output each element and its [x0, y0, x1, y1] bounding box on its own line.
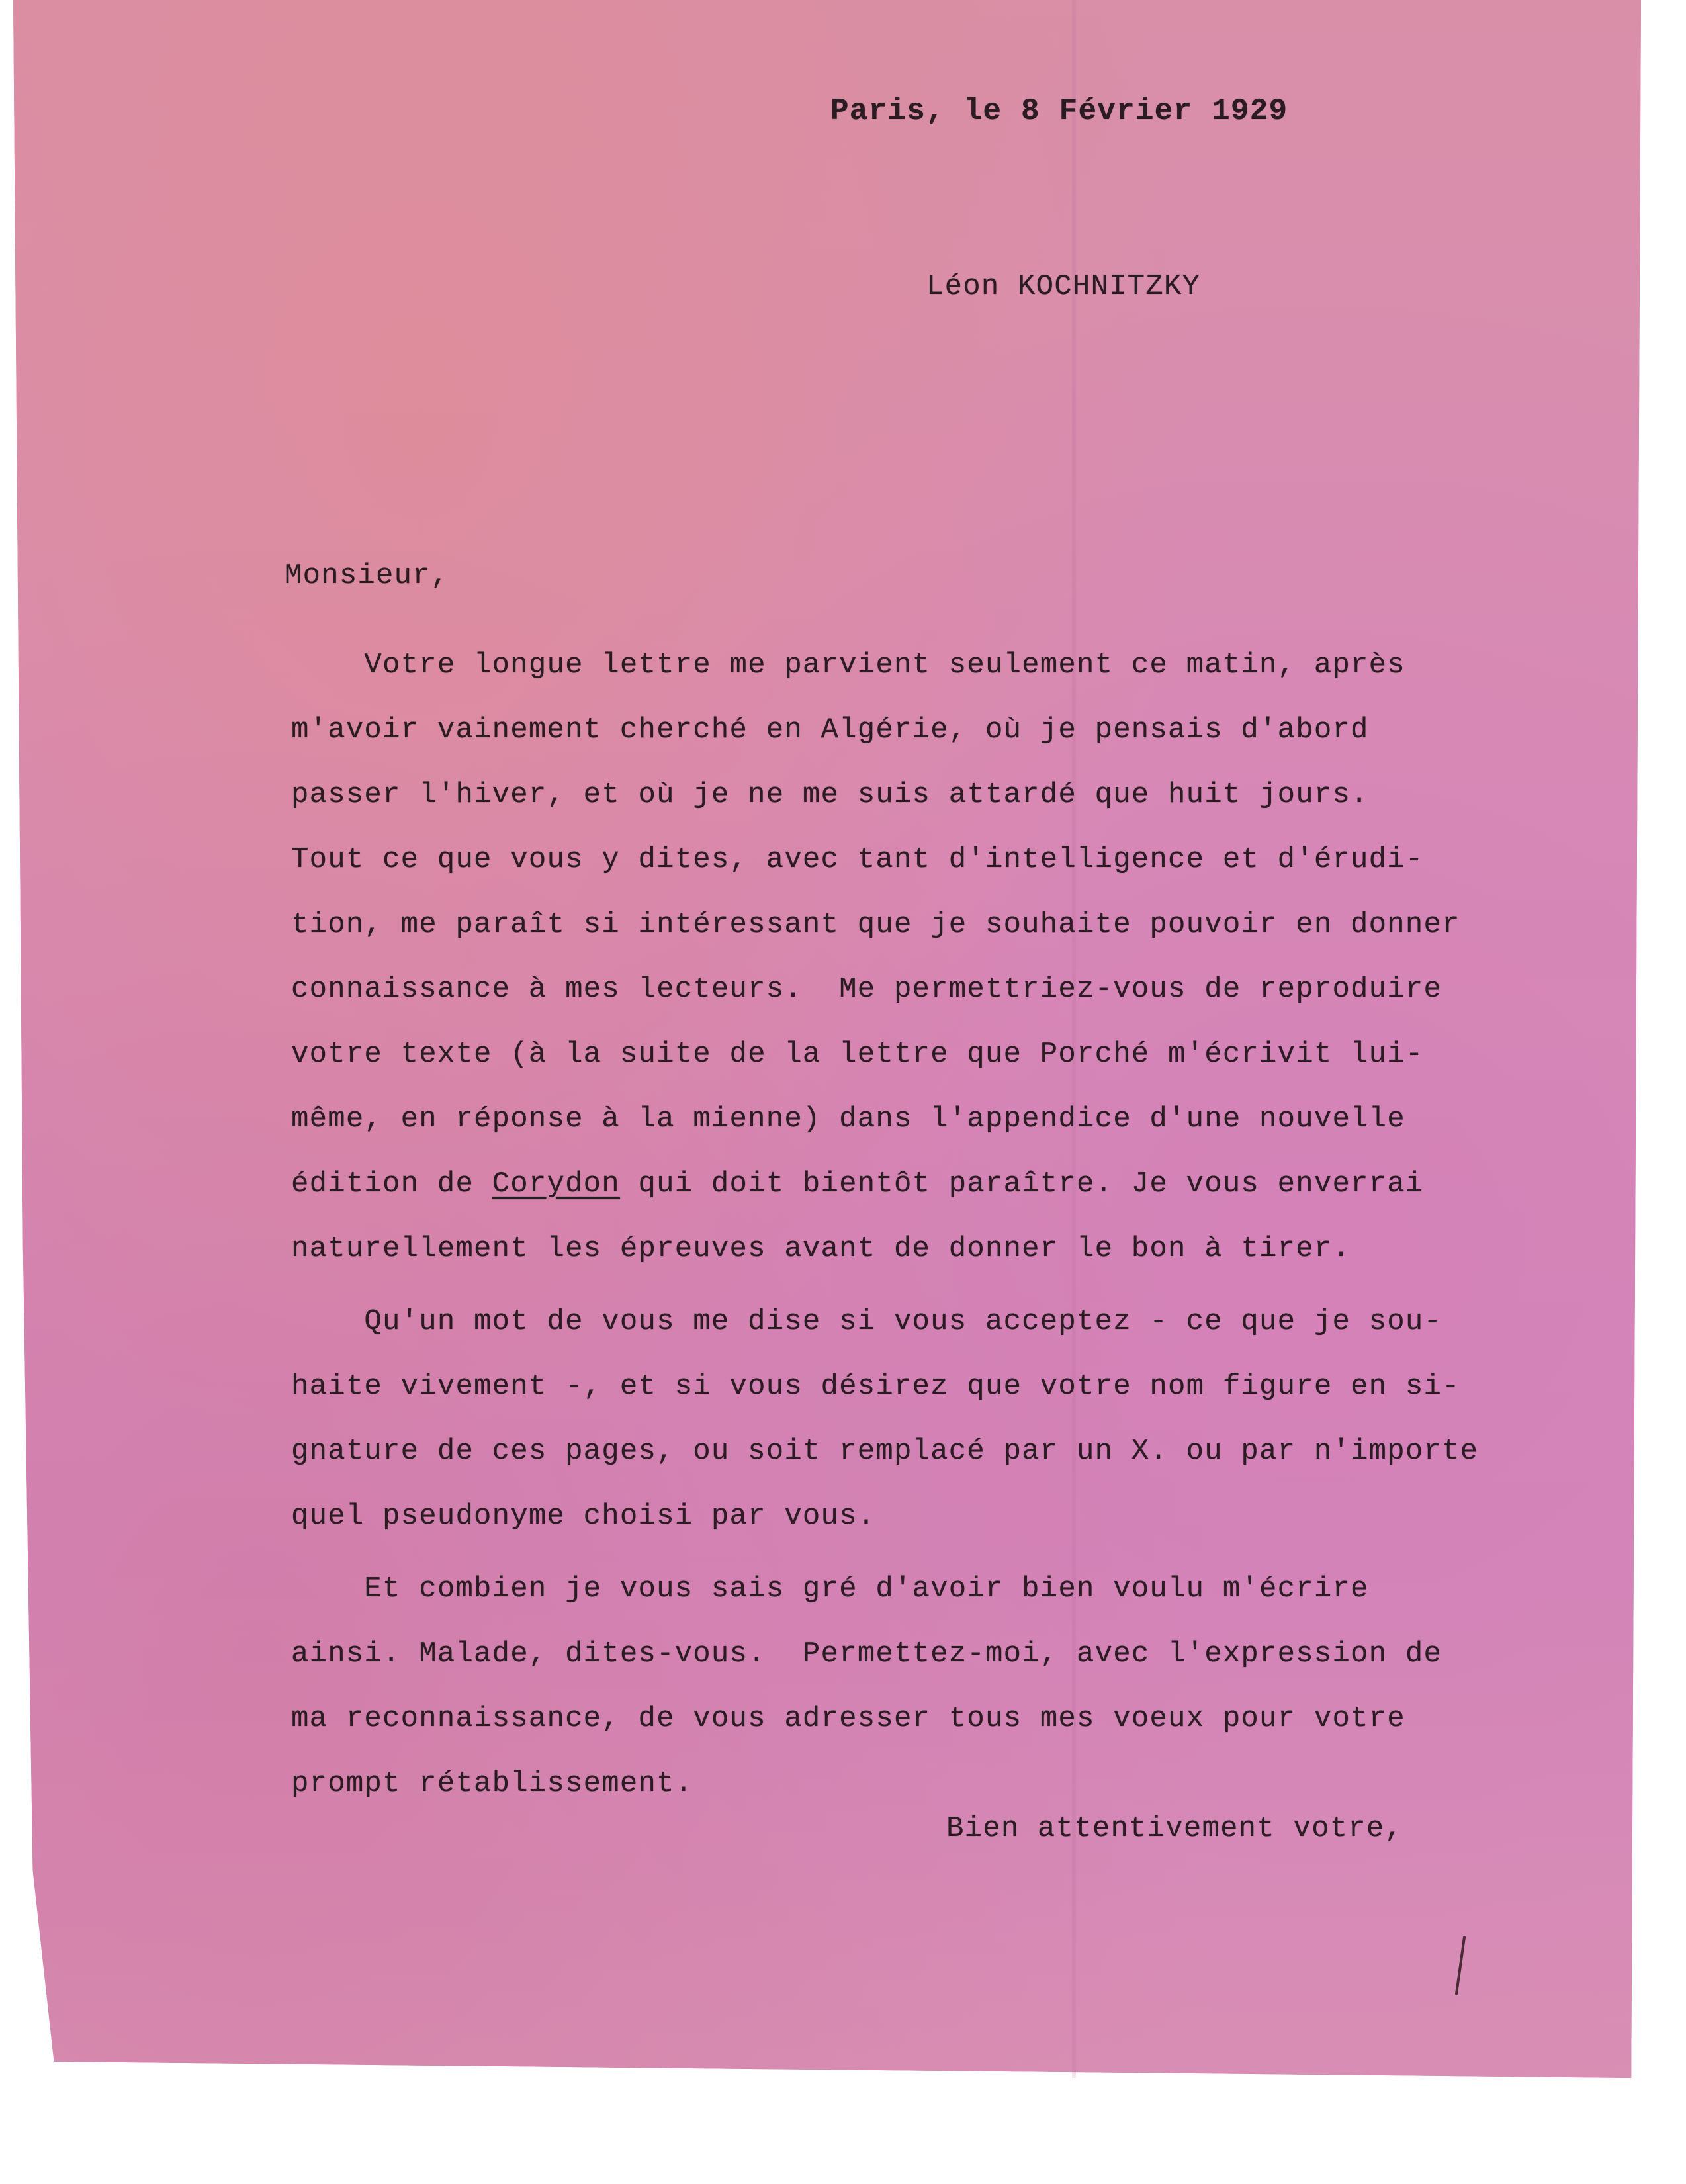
body-line: Votre longue lettre me parvient seulement ce matin, après [291, 649, 1405, 682]
body-line: même, en réponse à la mienne) dans l'appendice d'une nouvelle [291, 1103, 1405, 1136]
body-line: haite vivement -, et si vous désirez que votre nom figure en si- [291, 1370, 1460, 1403]
body-line: votre texte (à la suite de la lettre que Porché m'écrivit lui- [291, 1038, 1424, 1071]
body-text: édition de [291, 1167, 492, 1201]
body-line: ainsi. Malade, dites-vous. Permettez-moi, avec l'expression de [291, 1637, 1442, 1670]
closing: Bien attentivement votre, [946, 1812, 1403, 1845]
body-line: gnature de ces pages, ou soit remplacé par un X. ou par n'importe [291, 1435, 1479, 1468]
body-text: qui doit bientôt paraître. Je vous enverrai [619, 1167, 1424, 1201]
body-line: Tout ce que vous y dites, avec tant d'intelligence et d'érudi- [291, 843, 1424, 876]
body-line: naturellement les épreuves avant de donner le bon à tirer. [291, 1232, 1351, 1265]
dateline: Paris, le 8 Février 1929 [830, 94, 1288, 128]
body-line [291, 1167, 1423, 1201]
salutation: Monsieur, [285, 559, 449, 592]
body-line: connaissance à mes lecteurs. Me permettriez-vous de reproduire [291, 973, 1442, 1006]
body-line: quel pseudonyme choisi par vous. [291, 1500, 876, 1533]
recipient-name: Léon KOCHNITZKY [926, 270, 1201, 303]
body-line: Et combien je vous sais gré d'avoir bien voulu m'écrire [291, 1572, 1369, 1606]
body-line: passer l'hiver, et où je ne me suis attardé que huit jours. [291, 778, 1369, 811]
body-line: m'avoir vainement cherché en Algérie, où je pensais d'abord [291, 713, 1369, 747]
body-line: Qu'un mot de vous me dise si vous acceptez - ce que je sou- [291, 1305, 1442, 1338]
book-title-corydon: Corydon [492, 1167, 620, 1201]
body-line: ma reconnaissance, de vous adresser tous mes voeux pour votre [291, 1702, 1405, 1735]
body-line: tion, me paraît si intéressant que je souhaite pouvoir en donner [291, 908, 1460, 941]
body-line: prompt rétablissement. [291, 1767, 693, 1800]
